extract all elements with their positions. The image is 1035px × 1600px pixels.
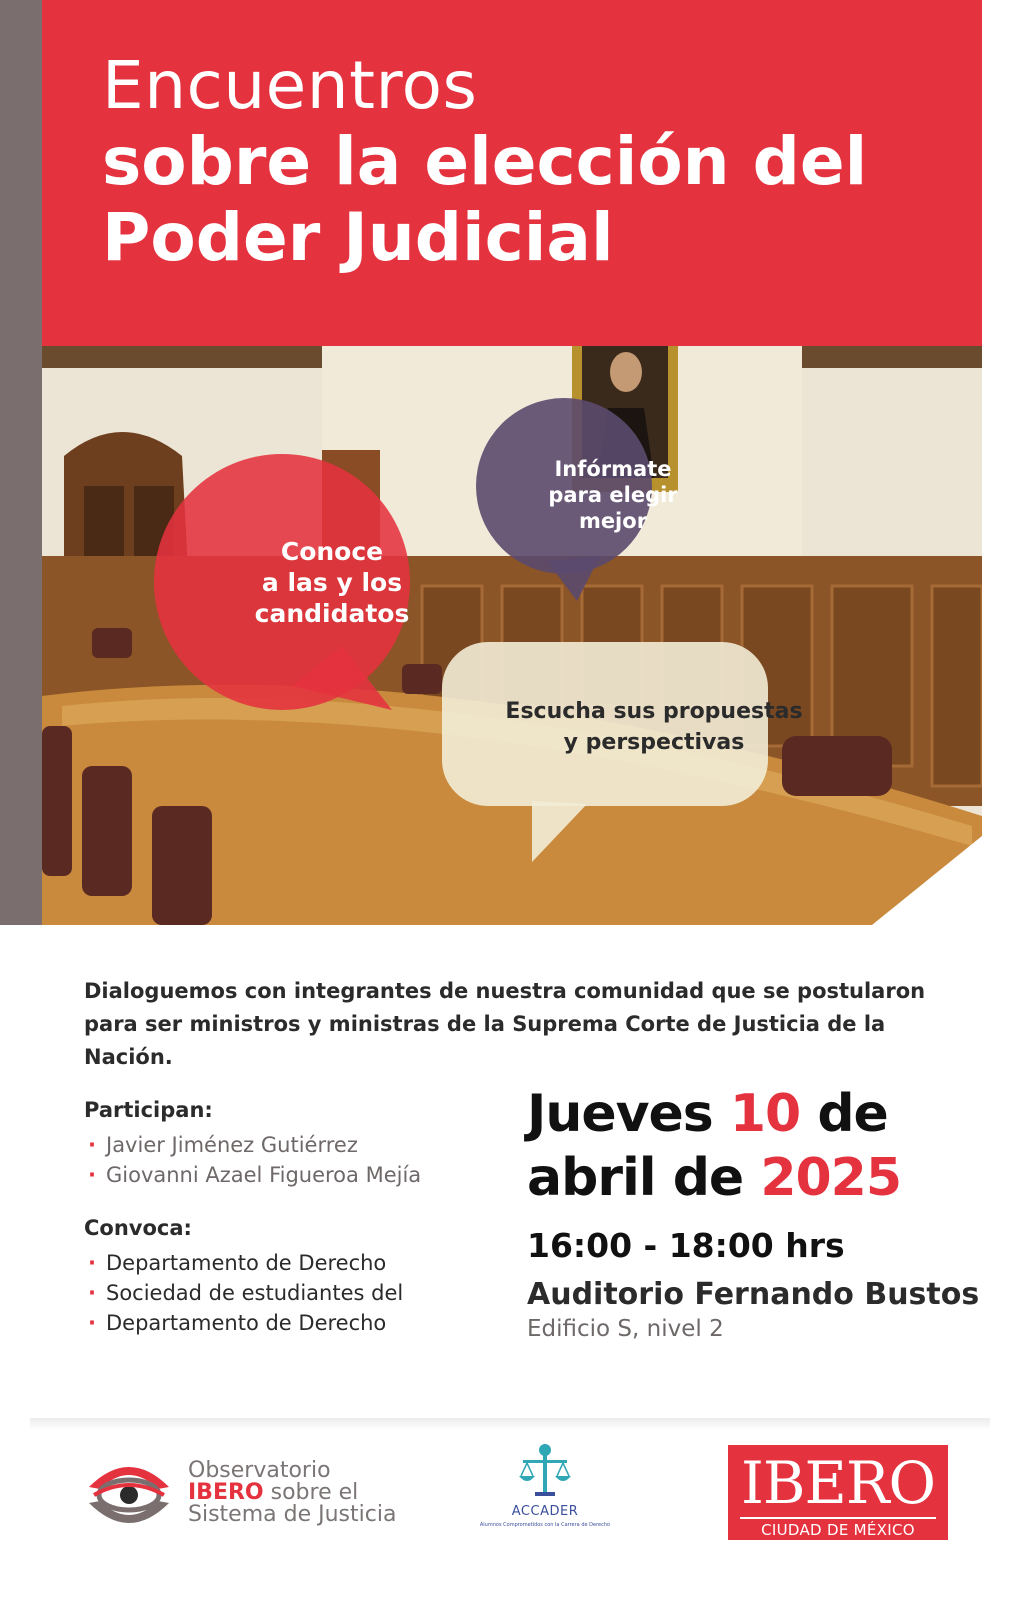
title-line-2: [102, 124, 867, 200]
participants-heading: Participan:: [84, 1098, 213, 1122]
convoca-item: · Departamento de Derecho: [84, 1248, 504, 1278]
accader-name: ACCADER: [511, 1504, 579, 1519]
observatorio-logo-text: [188, 1460, 396, 1526]
obs-line-1: Observatorio: [188, 1458, 331, 1483]
convoca-item: · Sociedad de estudiantes del: [84, 1278, 504, 1308]
event-info-column: [527, 1082, 997, 1342]
event-year: 2025: [760, 1148, 902, 1208]
event-date-line-2: [527, 1146, 997, 1210]
convoca-heading: Convoca:: [84, 1216, 192, 1240]
side-accent-bar: [0, 0, 42, 925]
page-title: [102, 48, 867, 276]
obs-line-2-red: IBERO: [188, 1480, 264, 1505]
footer-divider: [30, 1418, 990, 1430]
portrait-face: [610, 352, 642, 392]
intro-paragraph: [84, 975, 964, 1074]
intro-line-1: Dialoguemos con integrantes de nuestra comunidad que se postularon: [84, 979, 926, 1003]
event-month: abril de: [527, 1148, 761, 1208]
obs-line-3: Sistema de Justicia: [188, 1502, 397, 1527]
cream-bubble-text: [484, 696, 824, 758]
title-line-2-post: del: [729, 123, 868, 200]
title-line-2-pre: sobre la: [102, 123, 425, 200]
obs-line-2-rest: sobre el: [263, 1480, 359, 1505]
ibero-rule: [740, 1517, 936, 1519]
red-bubble-line-2: a las y los: [261, 568, 403, 597]
intro-line-2-bold: Suprema Corte de Justicia de la Nación.: [84, 1012, 886, 1069]
event-date: [527, 1082, 997, 1210]
event-day-number: 10: [729, 1084, 801, 1144]
participants-list: [84, 1130, 504, 1190]
title-line-2-bold: elección: [424, 123, 730, 200]
purple-bubble-line-2: para elegir: [548, 483, 678, 507]
event-de: de: [800, 1084, 888, 1144]
courtroom-photo: [42, 346, 982, 925]
title-line-1: Encuentros: [102, 47, 478, 124]
observatorio-logo-icon: [84, 1455, 174, 1535]
event-date-line-1: [527, 1082, 997, 1146]
title-line-3: Poder Judicial: [102, 199, 614, 276]
participant-item: · Javier Jiménez Gutiérrez: [84, 1130, 504, 1160]
red-bubble-text: [202, 536, 462, 629]
accader-tagline: Alumnos Comprometidos con la Carrera de Derecho: [479, 1522, 611, 1528]
cream-bubble-line-2: y perspectivas: [563, 730, 745, 755]
event-venue: Auditorio Fernando Bustos: [527, 1277, 980, 1312]
purple-bubble-line-1: Infórmate: [554, 457, 672, 481]
ibero-wordmark: IBERO: [740, 1449, 936, 1517]
convoca-list: [84, 1248, 504, 1338]
scales-of-justice-icon: [515, 1442, 575, 1498]
red-bubble-line-1: Conoce: [280, 537, 384, 566]
obs-line-2: [188, 1482, 396, 1504]
convoca-item-continuation: · Departamento de Derecho: [84, 1308, 504, 1338]
courtroom-illustration: [42, 346, 982, 925]
participant-item: · Giovanni Azael Figueroa Mejía: [84, 1160, 504, 1190]
details-left-column: [84, 1098, 504, 1364]
purple-bubble-text: [520, 456, 706, 534]
intro-line-2: [84, 1008, 964, 1074]
purple-bubble-line-3: mejor: [578, 509, 648, 533]
event-day: Jueves: [527, 1084, 730, 1144]
accader-logo: [470, 1442, 620, 1528]
intro-line-2-pre: para ser ministros y ministras de la: [84, 1012, 513, 1036]
event-time: 16:00 - 18:00 hrs: [527, 1226, 845, 1265]
red-bubble-line-3: candidatos: [254, 599, 410, 628]
event-venue-detail: Edificio S, nivel 2: [527, 1316, 724, 1342]
ibero-logo: [728, 1445, 948, 1540]
cream-bubble-line-1: Escucha sus propuestas: [505, 699, 803, 724]
ibero-city: CIUDAD DE MÉXICO: [761, 1521, 915, 1539]
